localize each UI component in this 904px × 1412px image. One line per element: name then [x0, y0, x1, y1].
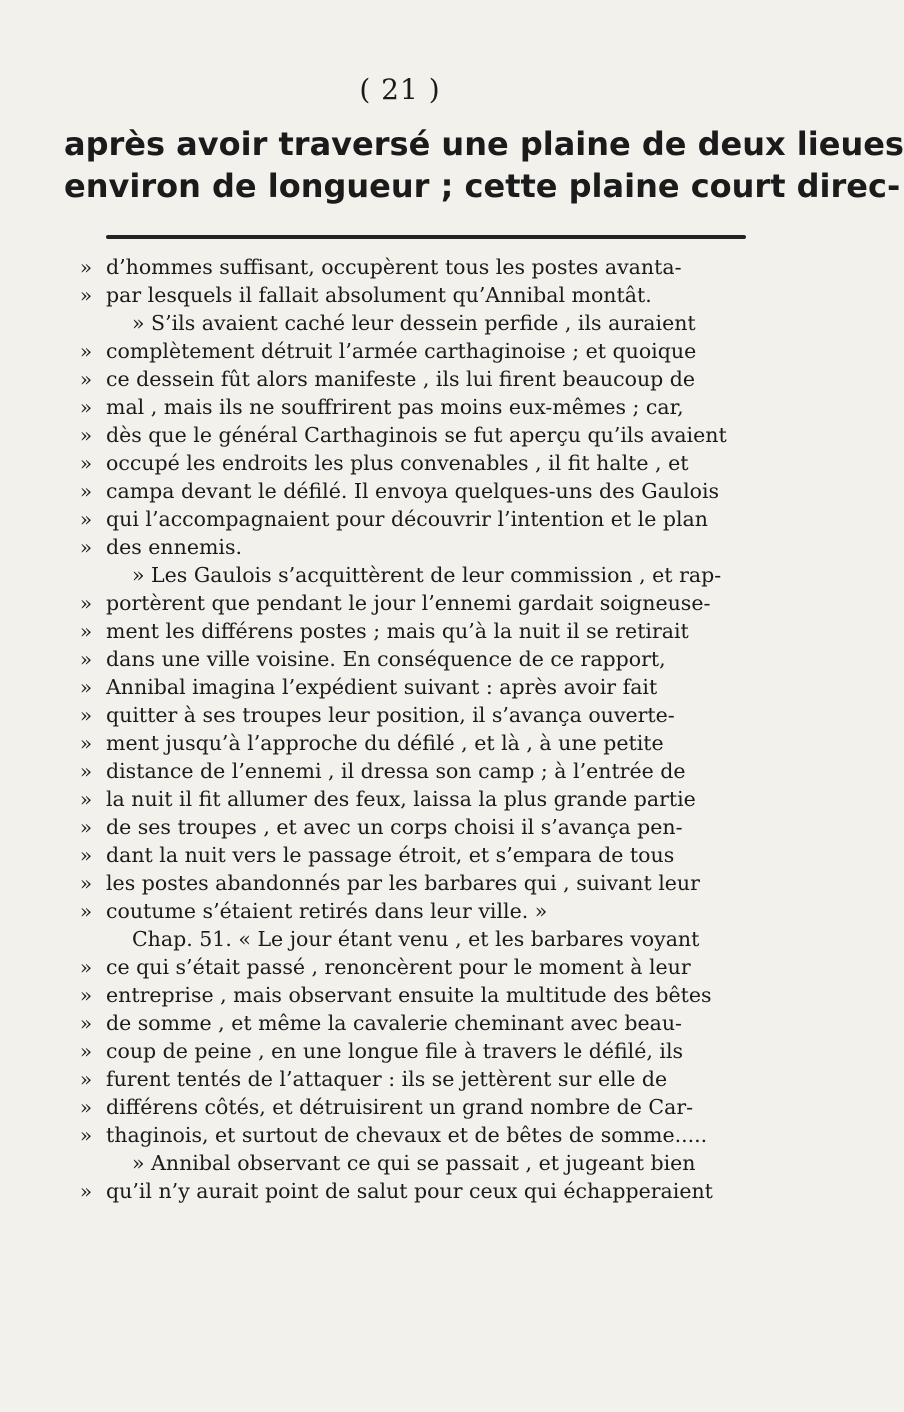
line-text: campa devant le défilé. Il envoya quelques-uns des Gaulois [106, 479, 720, 503]
line-text: Chap. 51. « Le jour étant venu , et les barbares voyant [132, 927, 700, 951]
quote-mark: » [79, 367, 93, 391]
text-line [72, 757, 778, 785]
quote-mark: » [79, 591, 93, 615]
text-line [72, 1121, 778, 1149]
text-line [72, 253, 778, 281]
line-text: occupé les endroits les plus convenables , il fit halte , et [106, 451, 689, 475]
quote-mark: » [79, 339, 93, 363]
line-text: par lesquels il fallait absolument qu’Annibal montât. [106, 283, 652, 307]
line-text: dans une ville voisine. En conséquence de ce rapport, [106, 647, 666, 671]
text-line [72, 645, 778, 673]
text-line [72, 1065, 778, 1093]
quote-mark: » [79, 619, 93, 643]
line-text: ce dessein fût alors manifeste , ils lui firent beaucoup de [106, 367, 696, 391]
quote-mark: » [79, 1123, 93, 1147]
section-divider [106, 235, 746, 239]
line-text: mal , mais ils ne souffrirent pas moins eux-mêmes ; car, [106, 395, 684, 419]
text-line [72, 505, 778, 533]
quote-mark: » [79, 703, 93, 727]
line-text: portèrent que pendant le jour l’ennemi gardait soigneuse- [106, 591, 711, 615]
line-text: qui l’accompagnaient pour découvrir l’intention et le plan [106, 507, 708, 531]
quote-mark: » [79, 1039, 93, 1063]
line-text: thaginois, et surtout de chevaux et de bêtes de somme..... [106, 1123, 708, 1147]
text-line [72, 477, 778, 505]
quote-mark: » [79, 843, 93, 867]
quote-mark: » [79, 759, 93, 783]
text-line [72, 1149, 778, 1177]
line-text: quitter à ses troupes leur position, il s’avança ouverte- [106, 703, 675, 727]
line-text: distance de l’ennemi , il dressa son camp ; à l’entrée de [106, 759, 686, 783]
text-line [72, 393, 778, 421]
text-line [72, 449, 778, 477]
text-line [72, 1093, 778, 1121]
line-text: » Les Gaulois s’acquittèrent de leur commission , et rap- [132, 563, 722, 587]
text-line [72, 309, 778, 337]
quote-mark: » [79, 647, 93, 671]
line-text: ment les différens postes ; mais qu’à la nuit il se retirait [106, 619, 689, 643]
text-line [72, 729, 778, 757]
quoted-text-block [72, 253, 778, 1205]
quote-mark: » [79, 1067, 93, 1091]
quote-mark: » [79, 1179, 93, 1203]
line-text: Annibal imagina l’expédient suivant : après avoir fait [106, 675, 658, 699]
quote-mark: » [79, 871, 93, 895]
text-line [72, 1037, 778, 1065]
line-text: complètement détruit l’armée carthaginoise ; et quoique [106, 339, 697, 363]
quote-mark: » [79, 507, 93, 531]
line-text: » S’ils avaient caché leur dessein perfide , ils auraient [132, 311, 696, 335]
text-line [72, 981, 778, 1009]
text-line [72, 1177, 778, 1205]
text-line [72, 421, 778, 449]
text-line [72, 337, 778, 365]
line-text: entreprise , mais observant ensuite la multitude des bêtes [106, 983, 712, 1007]
line-text: dant la nuit vers le passage étroit, et s’empara de tous [106, 843, 675, 867]
quote-mark: » [79, 787, 93, 811]
line-text: des ennemis. [106, 535, 242, 559]
quote-mark: » [79, 983, 93, 1007]
text-line [72, 617, 778, 645]
line-text: coutume s’étaient retirés dans leur ville. » [106, 899, 548, 923]
quote-mark: » [79, 535, 93, 559]
text-line [72, 925, 778, 953]
line-text: les postes abandonnés par les barbares qui , suivant leur [106, 871, 700, 895]
quote-mark: » [79, 1095, 93, 1119]
quote-mark: » [79, 675, 93, 699]
quote-mark: » [79, 255, 93, 279]
header-line-1: après avoir traversé une plaine de deux lieues [64, 125, 904, 163]
line-text: furent tentés de l’attaquer : ils se jettèrent sur elle de [106, 1067, 668, 1091]
quote-mark: » [79, 1011, 93, 1035]
quote-mark: » [79, 451, 93, 475]
quote-mark: » [79, 955, 93, 979]
text-line [72, 673, 778, 701]
text-line [72, 785, 778, 813]
text-line [72, 589, 778, 617]
line-text: dès que le général Carthaginois se fut aperçu qu’ils avaient [106, 423, 727, 447]
line-text: ment jusqu’à l’approche du défilé , et là , à une petite [106, 731, 664, 755]
line-text: la nuit il fit allumer des feux, laissa la plus grande partie [106, 787, 696, 811]
text-line [72, 869, 778, 897]
text-line [72, 365, 778, 393]
text-line [72, 813, 778, 841]
quote-mark: » [79, 395, 93, 419]
header-line-2: environ de longueur ; cette plaine court direc- [64, 167, 901, 205]
quote-mark: » [79, 283, 93, 307]
text-line [72, 841, 778, 869]
line-text: » Annibal observant ce qui se passait , et jugeant bien [132, 1151, 696, 1175]
quote-mark: » [79, 731, 93, 755]
text-line [72, 1009, 778, 1037]
quote-mark: » [79, 479, 93, 503]
line-text: d’hommes suffisant, occupèrent tous les postes avanta- [106, 255, 682, 279]
text-line [72, 533, 778, 561]
line-text: différens côtés, et détruisirent un grand nombre de Car- [106, 1095, 694, 1119]
line-text: de somme , et même la cavalerie cheminant avec beau- [106, 1011, 682, 1035]
line-text: de ses troupes , et avec un corps choisi il s’avança pen- [106, 815, 683, 839]
text-line [72, 561, 778, 589]
text-line [72, 281, 778, 309]
quote-mark: » [79, 423, 93, 447]
quote-mark: » [79, 899, 93, 923]
text-line [72, 701, 778, 729]
text-line [72, 897, 778, 925]
line-text: qu’il n’y aurait point de salut pour ceux qui échapperaient [106, 1179, 713, 1203]
quote-mark: » [79, 815, 93, 839]
line-text: coup de peine , en une longue file à travers le défilé, ils [106, 1039, 684, 1063]
line-text: ce qui s’était passé , renoncèrent pour le moment à leur [106, 955, 691, 979]
page-number: ( 21 ) [359, 73, 441, 106]
text-line [72, 953, 778, 981]
